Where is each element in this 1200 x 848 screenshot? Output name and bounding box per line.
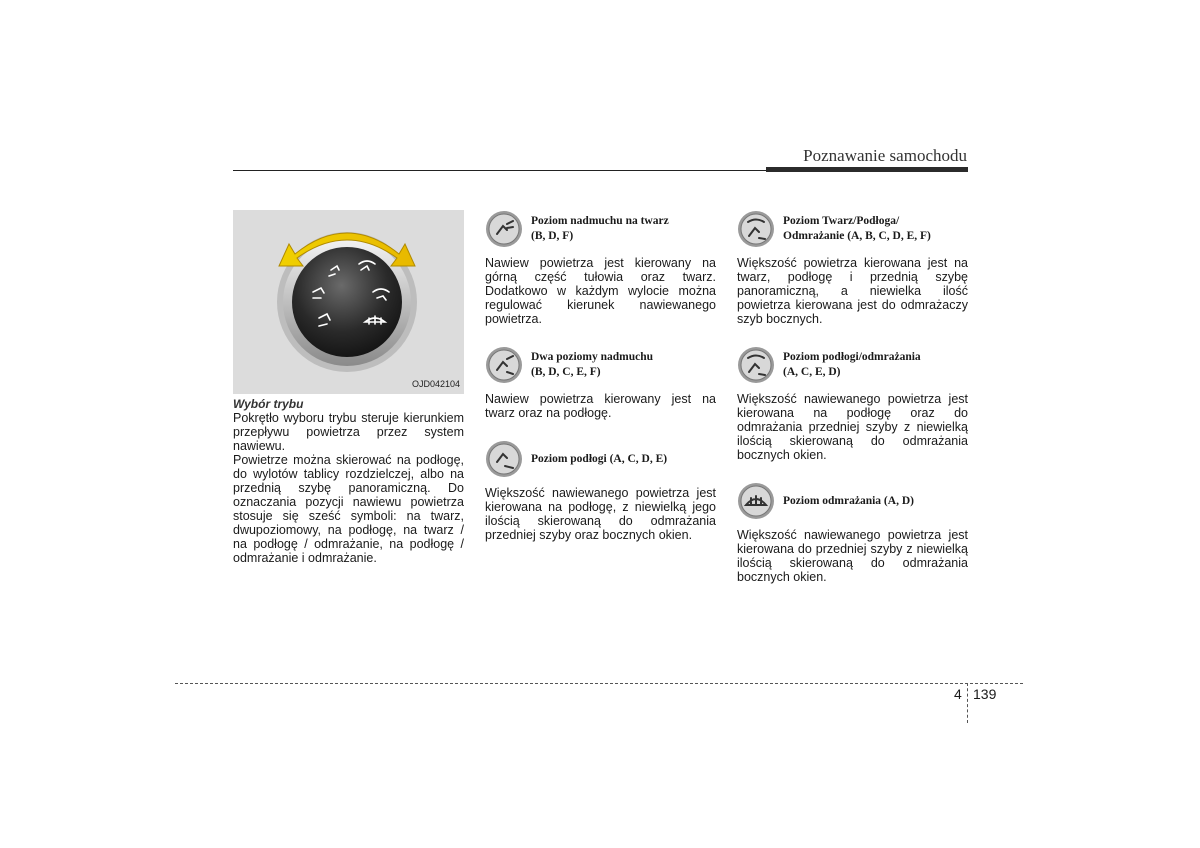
mode-block-defrost [737,482,968,584]
mode-description: Większość nawiewanego powietrza jest kierowana na podłogę oraz do odmrażania przedniej szyby z niewielką ilością skierowaną do odmrażania bocznych okien. [737,392,968,462]
mode-title: Poziom podłogi (A, C, D, E) [531,452,668,465]
floor-defrost-icon [737,346,775,384]
floor-vent-icon [485,440,523,478]
column-1 [233,210,464,565]
face-floor-defrost-icon [737,210,775,248]
mode-block-face-floor-defrost [737,210,968,326]
mode-block-bi-level [485,346,716,420]
mode-description: Nawiew powietrza jest kierowany na górną część tułowia oraz twarz. Dodatkowo w każdym wylocie można regulować kierunek nawiewanego powietrza. [485,256,716,326]
mode-description: Nawiew powietrza kierowany jest na twarz oraz na podłogę. [485,392,716,420]
mode-title: Poziom Twarz/Podłoga/ [783,215,900,227]
footer-divider [175,683,1023,684]
defrost-icon [737,482,775,520]
mode-block-floor-defrost [737,346,968,462]
mode-title: (B, D, F) [531,230,574,242]
mode-description: Większość powietrza kierowana jest na twarz, podłogę i przednią szybę panoramiczną, a niewielka ilość powietrza kierowana jest do odmrażaczy szyb bocznych. [737,256,968,326]
mode-knob[interactable] [292,247,402,357]
figure-caption: Wybór trybu [233,397,304,411]
paragraph: Pokrętło wyboru trybu steruje kierunkiem przepływu powietrza przez system nawiewu. [233,411,464,453]
mode-description: Większość nawiewanego powietrza jest kierowana do przedniej szyby z niewielką ilością skierowaną do odmrażania bocznych okien. [737,528,968,584]
figure-code: OJD042104 [411,379,460,389]
footer-vertical-divider [967,683,968,723]
mode-title: Dwa poziomy nadmuchu [531,351,654,363]
bi-level-vent-icon [485,346,523,384]
mode-knob-illustration [233,210,464,394]
page-number: 139 [973,686,997,702]
mode-title: (A, C, E, D) [783,366,841,378]
mode-title: Poziom podłogi/odmrażania [783,351,921,363]
column-3 [737,210,968,604]
mode-block-face [485,210,716,326]
header-title: Poznawanie samochodu [803,146,967,165]
mode-block-floor [485,440,716,542]
column-2 [485,210,716,562]
mode-title: (B, D, C, E, F) [531,366,601,378]
header-bar [766,167,968,172]
mode-title: Odmrażanie (A, B, C, D, E, F) [783,230,931,242]
mode-title: Poziom nadmuchu na twarz [531,215,669,227]
face-vent-icon [485,210,523,248]
mode-description: Większość nawiewanego powietrza jest kierowana na podłogę, z niewielką jego ilością skierowaną do odmrażania przedniej szyby oraz bocznych okien. [485,486,716,542]
mode-title: Poziom odmrażania (A, D) [783,494,914,507]
chapter-number: 4 [954,686,962,702]
paragraph: Powietrze można skierować na podłogę, do wylotów tablicy rozdzielczej, albo na przednią szybę panoramiczną. Do oznaczania pozycji nawiewu powietrza stosuje się sześć symboli: na twarz, dwupoziomowy, na podłogę, na twarz / na podłogę / odmrażanie, na podłogę / odmrażanie i odmrażanie. [233,453,464,565]
mode-knob-figure [233,210,464,394]
header-rule [233,170,768,171]
